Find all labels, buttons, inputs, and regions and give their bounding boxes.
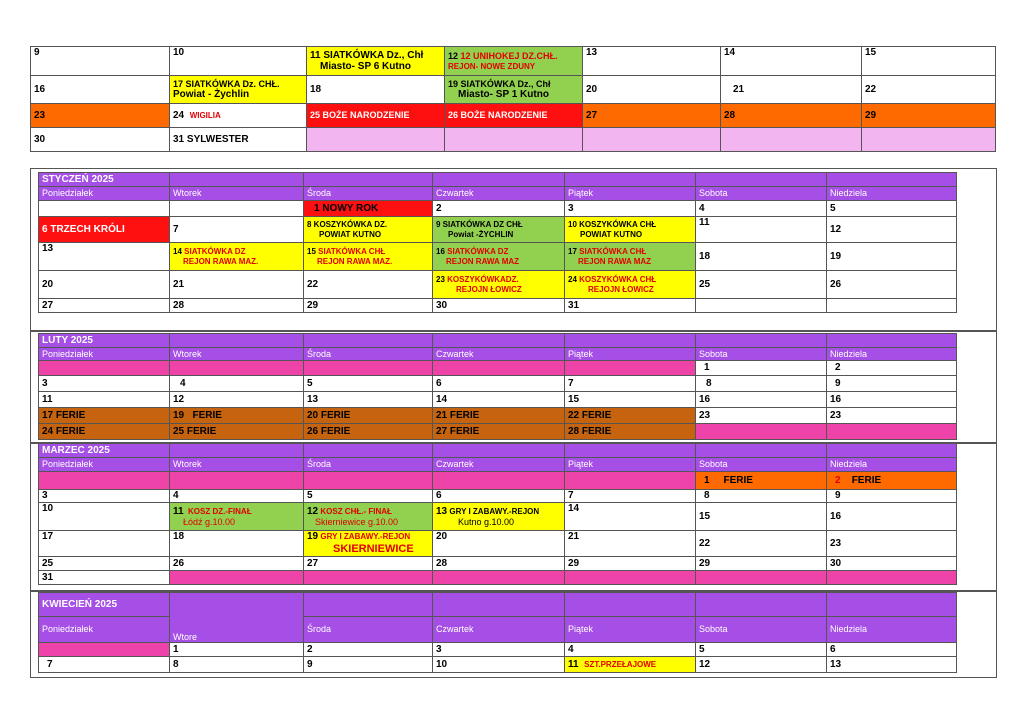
- day-cell: 22: [304, 271, 433, 299]
- month-title: STYCZEŃ 2025: [39, 173, 170, 187]
- day-cell: 10: [170, 47, 307, 76]
- empty-cell: [433, 472, 565, 490]
- event-cell: [307, 47, 445, 76]
- empty-cell: [170, 571, 304, 585]
- weekday-label: Niedziela: [827, 187, 957, 201]
- day-cell: 3: [565, 201, 696, 217]
- day-number: 24: [173, 109, 185, 121]
- day-cell: 27: [304, 557, 433, 571]
- day-cell: 8: [170, 657, 304, 673]
- event-place: Miasto- SP 6 Kutno: [320, 61, 411, 72]
- day-cell: 30: [31, 128, 170, 152]
- day-cell: 8: [696, 490, 827, 503]
- day-cell: 3: [39, 490, 170, 503]
- day-cell: 29: [565, 557, 696, 571]
- empty-cell: [696, 299, 827, 313]
- empty-cell: [170, 201, 304, 217]
- ferie-cell: 22 FERIE: [565, 408, 696, 424]
- day-cell: 7: [170, 217, 304, 243]
- ferie-cell: 26 FERIE: [304, 424, 433, 440]
- day-cell: 14: [433, 392, 565, 408]
- weekday-label: Poniedziałek: [39, 348, 170, 361]
- day-cell: 9: [31, 47, 170, 76]
- event-place: Powiat - Żychlin: [173, 88, 250, 100]
- event-title: 12 UNIHOKEJ DZ.CHŁ.: [460, 51, 558, 62]
- day-cell: 9: [827, 376, 957, 392]
- day-cell: 28: [170, 299, 304, 313]
- weekday-label: Niedziela: [827, 617, 957, 643]
- weekday-label: Piątek: [565, 458, 696, 472]
- empty-cell: [433, 361, 565, 376]
- event-cell: 12 12 UNIHOKEJ DZ.CHŁ. REJON- NOWE ZDUNY: [445, 47, 583, 76]
- day-cell: 16: [696, 392, 827, 408]
- ferie-cell: 24 FERIE: [39, 424, 170, 440]
- weekday-label: Wtorek: [170, 348, 304, 361]
- day-cell: 5: [827, 201, 957, 217]
- day-cell: 3: [433, 643, 565, 657]
- ferie-cell: 28 FERIE: [565, 424, 696, 440]
- ferie-cell: 17 FERIE: [39, 408, 170, 424]
- event-cell: [170, 76, 307, 104]
- empty-cell: [39, 361, 170, 376]
- day-cell: 29: [696, 557, 827, 571]
- day-cell: 31: [565, 299, 696, 313]
- day-cell: 5: [304, 490, 433, 503]
- day-cell: 14: [721, 47, 862, 76]
- february-table: [38, 333, 957, 440]
- day-cell: 7: [39, 657, 170, 673]
- day-cell: 13: [583, 47, 721, 76]
- empty-cell: [170, 472, 304, 490]
- event-place: Miasto- SP 1 Kutno: [458, 88, 549, 100]
- day-cell: 10: [433, 657, 565, 673]
- weekday-label: Piątek: [565, 187, 696, 201]
- empty-cell: [39, 472, 170, 490]
- empty-cell: [433, 571, 565, 585]
- weekday-label: Czwartek: [433, 617, 565, 643]
- month-title: KWIECIEŃ 2025: [39, 593, 170, 617]
- day-cell: 21: [565, 531, 696, 557]
- event-cell: 12 KOSZ CHŁ.- FINAŁ Skierniewice g.10.00: [304, 503, 433, 531]
- day-cell: 31: [39, 571, 170, 585]
- day-cell: 15: [565, 392, 696, 408]
- event-cell: 10 KOSZYKÓWKA CHŁ POWIAT KUTNO: [565, 217, 696, 243]
- day-cell: 4: [170, 490, 304, 503]
- day-cell: 4: [170, 376, 304, 392]
- ferie-cell: 25 FERIE: [170, 424, 304, 440]
- day-cell: 16: [827, 392, 957, 408]
- holiday-label: WIGILIA: [189, 110, 221, 120]
- day-cell: 21: [170, 271, 304, 299]
- weekday-label: Sobota: [696, 617, 827, 643]
- weekday-label: Czwartek: [433, 348, 565, 361]
- day-cell: 13: [304, 392, 433, 408]
- day-cell: 10: [39, 503, 170, 531]
- day-cell: 14: [565, 503, 696, 531]
- day-cell: 22: [862, 76, 996, 104]
- day-cell: 23: [827, 408, 957, 424]
- day-cell: 28: [433, 557, 565, 571]
- weekday-label: Środa: [304, 348, 433, 361]
- day-cell: 20: [39, 271, 170, 299]
- holiday-cell: 6 TRZECH KRÓLI: [39, 217, 170, 243]
- event-cell: [170, 104, 307, 128]
- empty-cell: [39, 643, 170, 657]
- day-cell: 20: [433, 531, 565, 557]
- day-cell: 26: [827, 271, 957, 299]
- weekday-label: Wtorek: [170, 458, 304, 472]
- day-cell: 18: [696, 243, 827, 271]
- day-cell: 25: [39, 557, 170, 571]
- day-cell: 5: [304, 376, 433, 392]
- weekday-label: Piątek: [565, 617, 696, 643]
- day-cell: 2: [304, 643, 433, 657]
- day-cell: 23: [827, 531, 957, 557]
- month-title: LUTY 2025: [39, 334, 170, 348]
- day-cell: 7: [565, 376, 696, 392]
- day-cell: 2: [433, 201, 565, 217]
- day-cell: 17: [39, 531, 170, 557]
- day-cell: 28: [721, 104, 862, 128]
- weekday-label: Piątek: [565, 348, 696, 361]
- day-cell: 13: [39, 243, 170, 271]
- event-cell: 15 SIATKÓWKA CHŁ REJON RAWA MAZ.: [304, 243, 433, 271]
- ferie-cell: 1 FERIE: [696, 472, 827, 490]
- holiday-cell: 25 BOŻE NARODZENIE: [307, 104, 445, 128]
- weekday-label: Wtore: [170, 593, 304, 643]
- ferie-cell: 19 FERIE: [170, 408, 304, 424]
- event-cell: 11 KOSZ DZ.-FINAŁ Łódź g.10.00: [170, 503, 304, 531]
- day-cell: 27: [39, 299, 170, 313]
- day-cell: 27: [583, 104, 721, 128]
- weekday-label: Poniedziałek: [39, 187, 170, 201]
- april-table: [38, 592, 957, 673]
- day-cell: 11: [39, 392, 170, 408]
- holiday-cell: 1 NOWY ROK: [304, 201, 433, 217]
- ferie-cell: 2 FERIE: [827, 472, 957, 490]
- weekday-label: Niedziela: [827, 458, 957, 472]
- empty-cell: [170, 361, 304, 376]
- event-cell: 23 KOSZYKÓWKADZ. REJOJN ŁOWICZ: [433, 271, 565, 299]
- event-title: 19 SIATKÓWKA Dz., Chł: [448, 78, 551, 89]
- empty-cell: [721, 128, 862, 152]
- day-cell: 30: [827, 557, 957, 571]
- event-cell: 24 KOSZYKÓWKA CHŁ REJOJN ŁOWICZ: [565, 271, 696, 299]
- day-cell: 6: [433, 490, 565, 503]
- empty-cell: [304, 472, 433, 490]
- day-cell: 1: [696, 361, 827, 376]
- day-cell: 29: [862, 104, 996, 128]
- empty-cell: [565, 571, 696, 585]
- event-cell: 13 GRY I ZABAWY.-REJON Kutno g.10.00: [433, 503, 565, 531]
- day-cell: 7: [565, 490, 696, 503]
- empty-cell: [445, 128, 583, 152]
- empty-cell: [827, 571, 957, 585]
- day-cell: 4: [696, 201, 827, 217]
- event-cell: 11 SZT.PRZEŁAJOWE: [565, 657, 696, 673]
- day-cell: 9: [304, 657, 433, 673]
- day-cell: 19: [827, 243, 957, 271]
- event-cell: [445, 76, 583, 104]
- weekday-label: Niedziela: [827, 348, 957, 361]
- day-cell: 16: [31, 76, 170, 104]
- day-cell: 2: [827, 361, 957, 376]
- day-cell: 13: [827, 657, 957, 673]
- day-cell: 30: [433, 299, 565, 313]
- weekday-label: Czwartek: [433, 458, 565, 472]
- ferie-cell: 21 FERIE: [433, 408, 565, 424]
- weekday-label: Środa: [304, 617, 433, 643]
- weekday-label: Czwartek: [433, 187, 565, 201]
- day-cell: 11: [696, 217, 827, 243]
- event-cell: 14 SIATKÓWKA DZ REJON RAWA MAZ.: [170, 243, 304, 271]
- ferie-cell: 27 FERIE: [433, 424, 565, 440]
- day-cell: 18: [170, 531, 304, 557]
- empty-cell: [696, 571, 827, 585]
- weekday-label: Poniedziałek: [39, 458, 170, 472]
- empty-cell: [304, 361, 433, 376]
- weekday-label: Sobota: [696, 458, 827, 472]
- event-title: 11 SIATKÓWKA Dz., Chł: [310, 49, 424, 61]
- empty-cell: [565, 472, 696, 490]
- weekday-label: Środa: [304, 458, 433, 472]
- ferie-cell: 20 FERIE: [304, 408, 433, 424]
- day-cell: 15: [696, 503, 827, 531]
- day-cell: 12: [696, 657, 827, 673]
- holiday-cell: 26 BOŻE NARODZENIE: [445, 104, 583, 128]
- event-cell: 17 SIATKÓWKA CHŁ REJON RAWA MAZ: [565, 243, 696, 271]
- empty-cell: [827, 424, 957, 440]
- day-cell: 22: [696, 531, 827, 557]
- day-cell: 9: [827, 490, 957, 503]
- day-cell: 25: [696, 271, 827, 299]
- day-cell: 20: [583, 76, 721, 104]
- empty-cell: [862, 128, 996, 152]
- day-cell: 4: [565, 643, 696, 657]
- december-table: [30, 46, 996, 152]
- empty-cell: [565, 361, 696, 376]
- month-title: MARZEC 2025: [39, 444, 170, 458]
- day-cell: 26: [170, 557, 304, 571]
- day-cell: 16: [827, 503, 957, 531]
- day-cell: 31 SYLWESTER: [170, 128, 307, 152]
- day-cell: 6: [433, 376, 565, 392]
- empty-cell: [827, 299, 957, 313]
- empty-cell: [696, 424, 827, 440]
- day-cell: 12: [170, 392, 304, 408]
- day-cell: 1: [170, 643, 304, 657]
- empty-cell: [307, 128, 445, 152]
- empty-cell: [304, 571, 433, 585]
- day-cell: 23: [31, 104, 170, 128]
- empty-cell: [583, 128, 721, 152]
- event-cell: 16 SIATKÓWKA DZ REJON RAWA MAZ: [433, 243, 565, 271]
- day-cell: 8: [696, 376, 827, 392]
- event-cell: 9 SIATKÓWKA DZ CHŁ Powiat -ŻYCHLIN: [433, 217, 565, 243]
- day-cell: 18: [307, 76, 445, 104]
- day-cell: 5: [696, 643, 827, 657]
- january-table: [38, 172, 957, 313]
- weekday-label: Poniedziałek: [39, 617, 170, 643]
- weekday-label: Wtorek: [170, 187, 304, 201]
- event-cell: 19 GRY I ZABAWY.-REJON SKIERNIEWICE: [304, 531, 433, 557]
- march-table: [38, 443, 957, 585]
- day-cell: 6: [827, 643, 957, 657]
- event-title: 17 SIATKÓWKA Dz. CHŁ.: [173, 78, 280, 89]
- day-cell: 21: [721, 76, 862, 104]
- day-cell: 15: [862, 47, 996, 76]
- empty-cell: [39, 201, 170, 217]
- event-place: REJON- NOWE ZDUNY: [448, 61, 536, 71]
- day-cell: 23: [696, 408, 827, 424]
- day-cell: 29: [304, 299, 433, 313]
- weekday-label: Sobota: [696, 187, 827, 201]
- event-cell: 8 KOSZYKÓWKA DZ. POWIAT KUTNO: [304, 217, 433, 243]
- weekday-label: Sobota: [696, 348, 827, 361]
- day-cell: 12: [827, 217, 957, 243]
- weekday-label: Środa: [304, 187, 433, 201]
- day-cell: 3: [39, 376, 170, 392]
